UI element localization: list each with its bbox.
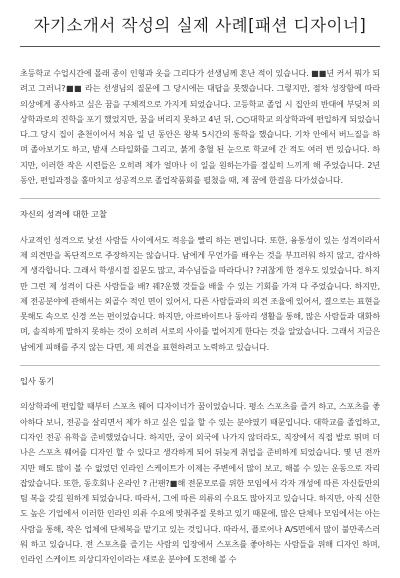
- document-title: 자기소개서 작성의 실제 사례[패션 디자이너]: [33, 16, 367, 35]
- section-heading-motivation: 입사 동기: [20, 376, 55, 387]
- title-divider: [20, 46, 380, 47]
- section-heading-personality: 자신의 성격에 대한 고찰: [20, 209, 107, 220]
- section-paragraph-motivation: 의상학과에 편입할 때부터 스포츠 웨어 디자이너가 꿈이었습니다. 평소 스포츠를 즐겨 하고, 스포츠를 좋아하다 보니, 전공을 살리면서 제가 하고 싶은 일을 할 수 있는 분야였기 때문입니다. 대학교를 졸업하고, 디자인 전공 유학을 준비했었습니다. 하지만, 궁이 외국에 나가지 않더라도, 직장에서 직접 발로 뛰며 더 나은 스포츠 웨어를 디자인 할 수 있다고 생각하게 되어 뒤늦게 취업을 준비하게 되었습니다. 몇 년 전까지만 해도 많이 볼 수 없었던 인라인 스케이트가 이제는 주변에서 많이 보고, 해볼 수 있는 운동으로 자리잡았습니다. 또한, 동호회나 온라인 ? 卍팬?■해 전문모로를 위한 모임에서 각자 개성에 따른 자신들만의 팀 복을 갖길 원하게 되었습니다. 따라서, 그에 따른 의류의 수요도 많아지고 있습니다. 하지만, 아직 신한도 높은 기업에서 이러한 인라인 의류 수요에 맞춰주질 못하고 있기 때문에, 많은 단체나 모임에서는 아는 사람을 통해, 작은 업체에 단체복을 맡기고 있는 것입니다. 따라서, 플로어나 A/S면에서 많이 불만족스러워 하고 있습니다. 전 스포츠를 즐기는 사람의 입장에서 스포츠를 좋아하는 사람들을 위해 디자인 하며, 인라인 스케이트 의상디자인이라는 새로운 분야에 도전해 볼 수: [20, 401, 380, 565]
- section-paragraph-personality: 사교적인 성격으로 낯선 사람들 사이에서도 적응을 빨리 하는 편입니다. 또한, 융통성이 있는 성격이라서 제 의견만을 독단적으로 주장하지는 않습니다. 남에게 무언가를 배우는 것을 부끄러워 하지 않고, 감사하게 생각합니다. 그래서 학생시절 질문도 많고, 과수님들을 따라다니? ?귀찮게 한 경우도 있었습니다. 하지만 그런 제 성격이 다른 사람들을 배? 꿰?운했 것들을 배울 수 있는 기회를 가져 다 주었습니다. 하지만, 제 전공분야에 관해서는 외골수 적인 면이 있어서, 다른 사람들과의 의견 조율에 있어서, 결으로는 표현을 못해도 속으로 신경 쓰는 편이었습니다. 하지만, 아르바이트나 동아리 생활을 통해, 많은 사람들과 대화하며, 솔직하게 말하지 못하는 것이 오히려 서로의 사이를 멀어지게 한다는 것을 알았습니다. 그래서 지금은 남에게 피해를 주지 않는 다면, 제 의견을 표현하려고 노력하고 있습니다.: [20, 234, 380, 352]
- document-body: [20, 66, 380, 578]
- section-divider: [20, 198, 380, 199]
- intro-paragraph: 초등학교 수업시간에 몰래 종이 인형과 옷을 그리다가 선생님께 혼난 적이 있습니다. ■■년 커서 뭐가 되려고 그러니?■■ 라는 선생님의 질문에 그 당시에는 대답을 못했습니다. 그렇지만, 점차 성장함에 따라 의상에게 종사하고 싶은 꿈을 구체적으로 가지게 되었습니다. 고등학교 졸업 시 집안의 반대에 부딪쳐 의상학과로의 진학을 포기 했었지만, 꿈을 버리지 못하고 4년 뒤, ○○대학교 의상학과에 편입하게 되었습니다.그 당시 집이 춘천이어서 처음 일 년 동안은 왕복 5시간의 통학을 했습니다. 기차 안에서 버느질을 하며 졸아보기도 하고, 밤새 스타일화를 그리고, 붉게 충혈 된 눈으로 학교에 간 적도 여러 번 있습니다. 하지만, 이러한 작은 시련들은 오히려 제가 얼마나 이 일을 원하는가를 절실히 느끼게 해 주었습니다. 2년 동안, 편입과정을 훌마치고 성공적으로 졸업작품회를 펼쳤을 때, 제 꿈에 한걸음 다가섰습니다.: [20, 68, 380, 186]
- section-divider: [20, 365, 380, 366]
